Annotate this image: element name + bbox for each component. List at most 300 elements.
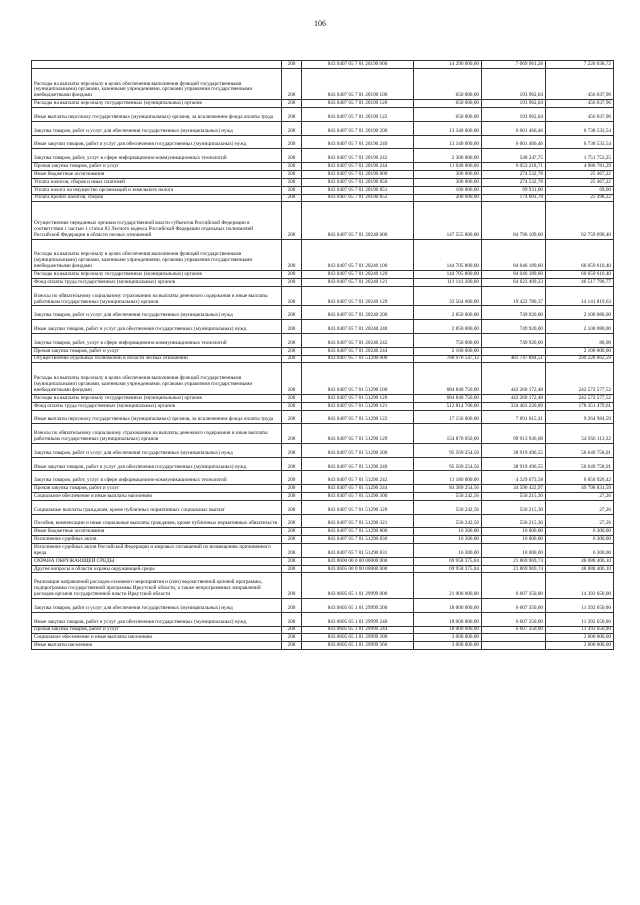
remaining-amount-cell: 7 220 038,72: [546, 61, 614, 69]
table-row: [32, 493, 614, 501]
table-row: [32, 402, 614, 410]
budget-classification-code-cell: 843 0605 65 1 01 29999 360: [302, 642, 414, 650]
remaining-amount-cell: 3 000 000,00: [546, 634, 614, 642]
expense-name-cell: Осуществление отдельных полномочий в области лесных отношений: [32, 355, 282, 363]
approved-amount-cell: 2 100 000,00: [414, 347, 482, 355]
line-code-cell: 200: [282, 278, 302, 286]
executed-amount-cell: 442 268 172,48: [482, 394, 546, 402]
remaining-amount-cell: 54 956 113,32: [546, 424, 614, 444]
budget-classification-code-cell: 843 0407 65 7 01 20240 240: [302, 320, 414, 334]
expense-name-cell: Расходы на выплаты персоналу государственных (муниципальных) органов: [32, 394, 282, 402]
approved-amount-cell: 684 840 750,00: [414, 363, 482, 394]
expense-name-cell: Прочая закупка товаров, работ и услуг: [32, 163, 282, 171]
remaining-amount-cell: 27,26: [546, 493, 614, 501]
line-code-cell: 200: [282, 471, 302, 485]
executed-amount-cell: 550 215,30: [482, 514, 546, 528]
approved-amount-cell: 144 705 800,00: [414, 271, 482, 279]
executed-amount-cell: 550 215,30: [482, 493, 546, 501]
budget-classification-code-cell: 843 0407 65 7 01 20240 200: [302, 306, 414, 320]
line-code-cell: 200: [282, 186, 302, 194]
approved-amount-cell: 69 958 375,84: [414, 565, 482, 573]
page-number: 106: [314, 19, 326, 28]
expense-name-cell: Фонд оплаты труда государственных (муниципальных) органов: [32, 402, 282, 410]
approved-amount-cell: 200 000,00: [414, 194, 482, 202]
budget-classification-code-cell: 843 0407 65 7 01 20240 244: [302, 347, 414, 355]
line-code-cell: 200: [282, 612, 302, 626]
table-row: [32, 642, 614, 650]
line-code-cell: 200: [282, 347, 302, 355]
budget-classification-code-cell: 843 0605 65 1 01 29999 000: [302, 573, 414, 599]
budget-classification-code-cell: 843 0407 65 7 01 51290 240: [302, 457, 414, 471]
executed-amount-cell: 99 913 936,68: [482, 424, 546, 444]
remaining-amount-cell: 11 392 650,00: [546, 626, 614, 634]
remaining-amount-cell: 2 100 000,00: [546, 347, 614, 355]
approved-amount-cell: 650 000,00: [414, 108, 482, 122]
expense-name-cell: Расходы на выплаты персоналу в целях обеспечения выполнения функций государственными (муниципальными) органами, казенными учреждениями, органами управления государственными внебюджетными фондами: [32, 239, 282, 270]
line-code-cell: 200: [282, 485, 302, 493]
approved-amount-cell: 16 300,00: [414, 536, 482, 544]
approved-amount-cell: 33 564 600,00: [414, 286, 482, 306]
line-code-cell: 200: [282, 573, 302, 599]
remaining-amount-cell: 4 986 781,29: [546, 163, 614, 171]
line-code-cell: 200: [282, 68, 302, 99]
expense-name-cell: Закупка товаров, работ, услуг в сфере информационно-коммуникационных технологий: [32, 471, 282, 485]
table-row: [32, 163, 614, 171]
remaining-amount-cell: 56 649 758,01: [546, 457, 614, 471]
approved-amount-cell: 13 340 000,00: [414, 135, 482, 149]
budget-classification-code-cell: 843 0407 65 7 01 20190 240: [302, 135, 414, 149]
expense-name-cell: Исполнение судебных актов: [32, 536, 282, 544]
remaining-amount-cell: 242 572 577,52: [546, 363, 614, 394]
remaining-amount-cell: 9 264 984,59: [546, 410, 614, 424]
budget-classification-code-cell: 843 0407 65 7 01 51290 830: [302, 536, 414, 544]
approved-amount-cell: 2 850 000,00: [414, 306, 482, 320]
budget-classification-code-cell: 843 0407 65 7 01 20240 100: [302, 239, 414, 270]
executed-amount-cell: 193 962,04: [482, 68, 546, 99]
table-row: [32, 194, 614, 202]
approved-amount-cell: 95 569 254,56: [414, 457, 482, 471]
executed-amount-cell: 174 601,78: [482, 194, 546, 202]
remaining-amount-cell: 48 088 406,10: [546, 557, 614, 565]
expense-name-cell: Расходы на выплаты персоналу государственных (муниципальных) органов: [32, 100, 282, 108]
line-code-cell: 200: [282, 528, 302, 536]
approved-amount-cell: 300 000,00: [414, 178, 482, 186]
expense-name-cell: Расходы на выплаты персоналу в целях обеспечения выполнения функций государственными (муниципальными) органами, казенными учреждениями, органами управления государственными внебюджетными фондами: [32, 68, 282, 99]
expense-name-cell: Закупка товаров, работ и услуг для обеспечения государственных (муниципальных) нужд: [32, 306, 282, 320]
expense-name-cell: Расходы на выплаты персоналу государственных (муниципальных) органов: [32, 271, 282, 279]
executed-amount-cell: 6 607 350,00: [482, 599, 546, 613]
budget-classification-code-cell: 843 0605 65 1 01 29999 240: [302, 612, 414, 626]
table-row: [32, 500, 614, 514]
table-row: [32, 135, 614, 149]
budget-classification-code-cell: 843 0407 65 7 01 20190 200: [302, 121, 414, 135]
remaining-amount-cell: 25 467,22: [546, 178, 614, 186]
line-code-cell: 200: [282, 239, 302, 270]
executed-amount-cell: 548 247,75: [482, 149, 546, 163]
table-row: [32, 457, 614, 471]
budget-classification-code-cell: 843 0407 65 7 01 51290 121: [302, 402, 414, 410]
executed-amount-cell: 38 919 496,55: [482, 443, 546, 457]
budget-classification-code-cell: 843 0407 65 7 01 20240 121: [302, 278, 414, 286]
table-row: [32, 626, 614, 634]
executed-amount-cell: 19 422 780,37: [482, 286, 546, 306]
expense-name-cell: Социальное обеспечение и иные выплаты населению: [32, 634, 282, 642]
executed-amount-cell: 6 601 466,46: [482, 135, 546, 149]
remaining-amount-cell: 6 850 926,42: [546, 471, 614, 485]
remaining-amount-cell: 6 738 533,54: [546, 135, 614, 149]
table-row: [32, 536, 614, 544]
budget-classification-code-cell: 843 0407 65 7 01 20190 122: [302, 108, 414, 122]
table-row: [32, 68, 614, 99]
remaining-amount-cell: 69,00: [546, 186, 614, 194]
table-row: [32, 186, 614, 194]
budget-classification-code-cell: 843 0407 65 7 01 51290 244: [302, 485, 414, 493]
approved-amount-cell: 2 850 000,00: [414, 320, 482, 334]
expense-name-cell: Прочая закупка товаров, работ и услуг: [32, 347, 282, 355]
budget-classification-code-cell: 843 0407 65 7 01 51290 800: [302, 528, 414, 536]
executed-amount-cell: 7 069 961,28: [482, 61, 546, 69]
table-row: [32, 424, 614, 444]
table-row: [32, 61, 614, 69]
expense-name-cell: Исполнение судебных актов Российской Федерации и мировых соглашений по возмещению причиненного вреда: [32, 544, 282, 558]
executed-amount-cell: 193 962,04: [482, 100, 546, 108]
executed-amount-cell: 6 607 350,00: [482, 626, 546, 634]
expense-name-cell: Реализация направлений расходов основного мероприятия и (или) ведомственной целевой программы, подпрограммы государственной программы Иркутской области, а также непрограммных направлений расходов органов государственной власти Иркутской области: [32, 573, 282, 599]
executed-amount-cell: 21 869 969,74: [482, 557, 546, 565]
line-code-cell: 200: [282, 402, 302, 410]
table-row: [32, 394, 614, 402]
executed-amount-cell: 34 590 422,97: [482, 485, 546, 493]
approved-amount-cell: 11 180 000,00: [414, 471, 482, 485]
executed-amount-cell: 6 607 350,00: [482, 573, 546, 599]
line-code-cell: 200: [282, 536, 302, 544]
budget-classification-code-cell: 843 0407 65 7 01 51290 321: [302, 514, 414, 528]
budget-classification-code-cell: 843 0407 65 7 01 20190 120: [302, 100, 414, 108]
budget-execution-table: [31, 60, 614, 650]
approved-amount-cell: 13 340 000,00: [414, 121, 482, 135]
line-code-cell: 200: [282, 178, 302, 186]
approved-amount-cell: 14 290 000,00: [414, 61, 482, 69]
remaining-amount-cell: 60 659 610,40: [546, 239, 614, 270]
expense-name-cell: Уплата налога на имущество организаций и земельного налога: [32, 186, 282, 194]
budget-classification-code-cell: 843 0407 65 7 01 20240 120: [302, 271, 414, 279]
line-code-cell: 200: [282, 363, 302, 394]
executed-amount-cell: 749 920,00: [482, 306, 546, 320]
line-code-cell: 200: [282, 194, 302, 202]
remaining-amount-cell: 14 392 650,00: [546, 573, 614, 599]
executed-amount-cell: 442 268 172,48: [482, 363, 546, 394]
remaining-amount-cell: 6 300,00: [546, 544, 614, 558]
expense-name-cell: Иные выплаты персоналу государственных (муниципальных) органов, за исключением фонда оплаты труда: [32, 108, 282, 122]
executed-amount-cell: 6 053 218,71: [482, 163, 546, 171]
table-row: [32, 485, 614, 493]
budget-classification-code-cell: 843 0605 65 1 01 29999 300: [302, 634, 414, 642]
line-code-cell: 200: [282, 149, 302, 163]
remaining-amount-cell: 456 037,96: [546, 68, 614, 99]
approved-amount-cell: 84 389 254,56: [414, 485, 482, 493]
budget-classification-code-cell: 843 0407 65 7 01 51290 000: [302, 355, 414, 363]
remaining-amount-cell: 456 037,96: [546, 100, 614, 108]
remaining-amount-cell: 46 517 790,77: [546, 278, 614, 286]
line-code-cell: 200: [282, 424, 302, 444]
remaining-amount-cell: 6 300,00: [546, 536, 614, 544]
remaining-amount-cell: 178 351 479,61: [546, 402, 614, 410]
executed-amount-cell: 749 920,00: [482, 333, 546, 347]
approved-amount-cell: 17 156 000,00: [414, 410, 482, 424]
expense-name-cell: Расходы на выплаты персоналу в целях обеспечения выполнения функций государственными (муниципальными) органами, казенными учреждениями, органами управления государственными внебюджетными фондами: [32, 363, 282, 394]
approved-amount-cell: 95 569 254,56: [414, 443, 482, 457]
budget-classification-code-cell: 843 0407 65 7 01 51290 242: [302, 471, 414, 485]
expense-name-cell: Уплата налогов, сборов и иных платежей: [32, 178, 282, 186]
approved-amount-cell: 16 300,00: [414, 544, 482, 558]
table-row: [32, 634, 614, 642]
expense-name-cell: Взносы по обязательному социальному страхованию на выплаты денежного содержания и иные выплаты работникам государственных (муниципальных) органов: [32, 286, 282, 306]
approved-amount-cell: 18 000 000,00: [414, 626, 482, 634]
approved-amount-cell: 3 000 000,00: [414, 642, 482, 650]
budget-classification-code-cell: 843 0407 65 7 01 51290 129: [302, 424, 414, 444]
line-code-cell: 200: [282, 457, 302, 471]
table-row: [32, 514, 614, 528]
executed-amount-cell: 274 532,78: [482, 178, 546, 186]
remaining-amount-cell: 27,26: [546, 514, 614, 528]
remaining-amount-cell: 6 738 533,54: [546, 121, 614, 135]
expense-name-cell: Фонд оплаты труда государственных (муниципальных) органов: [32, 278, 282, 286]
approved-amount-cell: 300 000,00: [414, 170, 482, 178]
table-row: [32, 320, 614, 334]
approved-amount-cell: 69 958 375,84: [414, 557, 482, 565]
approved-amount-cell: 512 814 700,00: [414, 402, 482, 410]
line-code-cell: 200: [282, 100, 302, 108]
executed-amount-cell: 10 000,00: [482, 544, 546, 558]
approved-amount-cell: 550 242,56: [414, 500, 482, 514]
remaining-amount-cell: 56 649 758,01: [546, 443, 614, 457]
budget-classification-code-cell: 843 0407 65 7 01 20240 242: [302, 333, 414, 347]
budget-classification-code-cell: 843 0407 65 7 01 20190 242: [302, 149, 414, 163]
executed-amount-cell: 550 215,30: [482, 500, 546, 514]
line-code-cell: 200: [282, 493, 302, 501]
executed-amount-cell: 84 796 109,60: [482, 202, 546, 239]
budget-classification-code-cell: 843 0407 65 7 01 20190 852: [302, 194, 414, 202]
executed-amount-cell: 274 532,78: [482, 170, 546, 178]
table-row: [32, 347, 614, 355]
budget-classification-code-cell: 843 0407 65 7 01 20190 244: [302, 163, 414, 171]
table-row: [32, 108, 614, 122]
line-code-cell: 200: [282, 557, 302, 565]
line-code-cell: 200: [282, 565, 302, 573]
approved-amount-cell: 684 840 750,00: [414, 394, 482, 402]
line-code-cell: 200: [282, 410, 302, 424]
approved-amount-cell: 18 000 000,00: [414, 612, 482, 626]
table-row: [32, 170, 614, 178]
budget-classification-code-cell: 843 0605 00 0 00 00000 000: [302, 565, 414, 573]
line-code-cell: 200: [282, 394, 302, 402]
budget-classification-code-cell: 843 0407 65 7 01 51290 320: [302, 500, 414, 514]
approved-amount-cell: 21 000 000,00: [414, 573, 482, 599]
budget-classification-code-cell: 843 0605 65 1 01 29999 244: [302, 626, 414, 634]
line-code-cell: 200: [282, 626, 302, 634]
line-code-cell: 200: [282, 500, 302, 514]
table-row: [32, 557, 614, 565]
table-row: [32, 271, 614, 279]
remaining-amount-cell: 25 398,22: [546, 194, 614, 202]
expense-name-cell: Иные выплаты персоналу государственных (муниципальных) органов, за исключением фонда оплаты труда: [32, 410, 282, 424]
executed-amount-cell: 99 931,00: [482, 186, 546, 194]
expense-name-cell: Уплата прочих налогов, сборов: [32, 194, 282, 202]
table-row: [32, 278, 614, 286]
executed-amount-cell: 481 747 884,51: [482, 355, 546, 363]
expense-name-cell: ОХРАНА ОКРУЖАЮЩЕЙ СРЕДЫ: [32, 557, 282, 565]
expense-name-cell: Иные бюджетные ассигнования: [32, 170, 282, 178]
approved-amount-cell: 147 555 800,00: [414, 202, 482, 239]
executed-amount-cell: 10 000,00: [482, 536, 546, 544]
approved-amount-cell: 18 000 000,00: [414, 599, 482, 613]
approved-amount-cell: 154 870 050,00: [414, 424, 482, 444]
approved-amount-cell: 650 000,00: [414, 68, 482, 99]
executed-amount-cell: 7 891 015,41: [482, 410, 546, 424]
expense-name-cell: Иные закупки товаров, работ и услуг для обеспечения государственных (муниципальных) нужд: [32, 612, 282, 626]
line-code-cell: 200: [282, 333, 302, 347]
budget-classification-code-cell: 843 0407 65 7 01 51290 100: [302, 363, 414, 394]
approved-amount-cell: 550 242,56: [414, 493, 482, 501]
expense-name-cell: Социальное обеспечение и иные выплаты населению: [32, 493, 282, 501]
table-row: [32, 565, 614, 573]
budget-classification-code-cell: 843 0407 65 7 01 51290 300: [302, 493, 414, 501]
expense-name-cell: Закупка товаров, работ и услуг для обеспечения государственных (муниципальных) нужд: [32, 443, 282, 457]
expense-name-cell: Другие вопросы в области охраны окружающей среды: [32, 565, 282, 573]
line-code-cell: 200: [282, 170, 302, 178]
executed-amount-cell: 6 601 466,46: [482, 121, 546, 135]
approved-amount-cell: 750 000,00: [414, 333, 482, 347]
remaining-amount-cell: 27,26: [546, 500, 614, 514]
expense-name-cell: Иные закупки товаров, работ и услуг для обеспечения государственных (муниципальных) нужд: [32, 457, 282, 471]
executed-amount-cell: 84 046 189,60: [482, 271, 546, 279]
budget-classification-code-cell: 843 0600 00 0 00 00000 000: [302, 557, 414, 565]
line-code-cell: 200: [282, 121, 302, 135]
executed-amount-cell: 4 329 073,58: [482, 471, 546, 485]
approved-amount-cell: 2 300 000,00: [414, 149, 482, 163]
line-code-cell: 200: [282, 443, 302, 457]
executed-amount-cell: 10 000,00: [482, 528, 546, 536]
table-row: [32, 121, 614, 135]
remaining-amount-cell: 49 798 831,59: [546, 485, 614, 493]
remaining-amount-cell: 242 572 577,52: [546, 394, 614, 402]
approved-amount-cell: 144 705 800,00: [414, 239, 482, 270]
table-row: [32, 443, 614, 457]
approved-amount-cell: 16 300,00: [414, 528, 482, 536]
table-row: [32, 149, 614, 163]
line-code-cell: 200: [282, 599, 302, 613]
remaining-amount-cell: 2 100 080,00: [546, 320, 614, 334]
table-row: [32, 573, 614, 599]
line-code-cell: 200: [282, 544, 302, 558]
line-code-cell: 200: [282, 61, 302, 69]
line-code-cell: 200: [282, 514, 302, 528]
remaining-amount-cell: 11 392 650,00: [546, 612, 614, 626]
remaining-amount-cell: 62 759 690,40: [546, 202, 614, 239]
approved-amount-cell: 111 141 200,00: [414, 278, 482, 286]
table-row: [32, 355, 614, 363]
remaining-amount-cell: 25 467,22: [546, 170, 614, 178]
line-code-cell: 200: [282, 642, 302, 650]
expense-name-cell: Закупка товаров, работ и услуг для обеспечения государственных (муниципальных) нужд: [32, 121, 282, 135]
remaining-amount-cell: 1 751 752,25: [546, 149, 614, 163]
remaining-amount-cell: 456 037,96: [546, 108, 614, 122]
table-row: [32, 410, 614, 424]
table-body: [32, 61, 614, 650]
executed-amount-cell: 84 046 189,60: [482, 239, 546, 270]
budget-classification-code-cell: 843 0407 65 7 01 20240 129: [302, 286, 414, 306]
budget-classification-code-cell: 843 0407 65 7 01 20190 100: [302, 68, 414, 99]
expense-name-cell: Иные закупки товаров, работ и услуг для обеспечения государственных (муниципальных) нужд: [32, 135, 282, 149]
expense-name-cell: Закупка товаров, работ, услуг в сфере информационно-коммуникационных технологий: [32, 149, 282, 163]
table-row: [32, 306, 614, 320]
line-code-cell: 200: [282, 108, 302, 122]
table-row: [32, 599, 614, 613]
remaining-amount-cell: 14 141 819,63: [546, 286, 614, 306]
executed-amount-cell: 38 919 496,55: [482, 457, 546, 471]
table-row: [32, 363, 614, 394]
remaining-amount-cell: 2 100 080,00: [546, 306, 614, 320]
remaining-amount-cell: 299 228 662,59: [546, 355, 614, 363]
budget-classification-code-cell: 843 0407 65 7 01 20190 850: [302, 178, 414, 186]
expense-name-cell: Прочая закупка товаров, работ и услуг: [32, 626, 282, 634]
expense-name-cell: Прочая закупка товаров, работ и услуг: [32, 485, 282, 493]
executed-amount-cell: [482, 642, 546, 650]
executed-amount-cell: 64 623 409,23: [482, 278, 546, 286]
table-row: [32, 471, 614, 485]
approved-amount-cell: 650 000,00: [414, 100, 482, 108]
table-row: [32, 239, 614, 270]
executed-amount-cell: 6 607 350,00: [482, 612, 546, 626]
approved-amount-cell: 100 000,00: [414, 186, 482, 194]
approved-amount-cell: 11 040 000,00: [414, 163, 482, 171]
budget-classification-code-cell: 843 0407 65 7 01 20190 000: [302, 61, 414, 69]
remaining-amount-cell: 6 300,00: [546, 528, 614, 536]
line-code-cell: 200: [282, 306, 302, 320]
remaining-amount-cell: 80,00: [546, 333, 614, 347]
approved-amount-cell: 3 000 000,00: [414, 634, 482, 642]
line-code-cell: 200: [282, 355, 302, 363]
table-row: [32, 544, 614, 558]
expense-name-cell: Иные бюджетные ассигнования: [32, 528, 282, 536]
executed-amount-cell: 334 463 220,89: [482, 402, 546, 410]
approved-amount-cell: 550 242,56: [414, 514, 482, 528]
executed-amount-cell: [482, 347, 546, 355]
line-code-cell: 200: [282, 271, 302, 279]
budget-classification-code-cell: 843 0407 65 7 01 51290 122: [302, 410, 414, 424]
table-row: [32, 612, 614, 626]
table-row: [32, 178, 614, 186]
expense-name-cell: Иные закупки товаров, работ и услуг для обеспечения государственных (муниципальных) нужд: [32, 320, 282, 334]
line-code-cell: 200: [282, 202, 302, 239]
executed-amount-cell: 193 962,04: [482, 108, 546, 122]
line-code-cell: 200: [282, 320, 302, 334]
expense-name-cell: Социальные выплаты гражданам, кроме публичных нормативных социальных выплат: [32, 500, 282, 514]
executed-amount-cell: 21 869 969,74: [482, 565, 546, 573]
table-row: [32, 100, 614, 108]
budget-classification-code-cell: 843 0407 65 7 01 51290 200: [302, 443, 414, 457]
line-code-cell: 200: [282, 135, 302, 149]
expense-name-cell: [32, 61, 282, 69]
budget-classification-code-cell: 843 0605 65 1 01 29999 200: [302, 599, 414, 613]
budget-classification-code-cell: 843 0407 65 7 01 20190 800: [302, 170, 414, 178]
budget-classification-code-cell: 843 0407 65 7 01 20190 851: [302, 186, 414, 194]
remaining-amount-cell: 60 659 610,40: [546, 271, 614, 279]
remaining-amount-cell: 48 088 406,10: [546, 565, 614, 573]
executed-amount-cell: 749 920,00: [482, 320, 546, 334]
budget-classification-code-cell: 843 0407 65 7 01 51290 120: [302, 394, 414, 402]
remaining-amount-cell: 11 392 650,00: [546, 599, 614, 613]
